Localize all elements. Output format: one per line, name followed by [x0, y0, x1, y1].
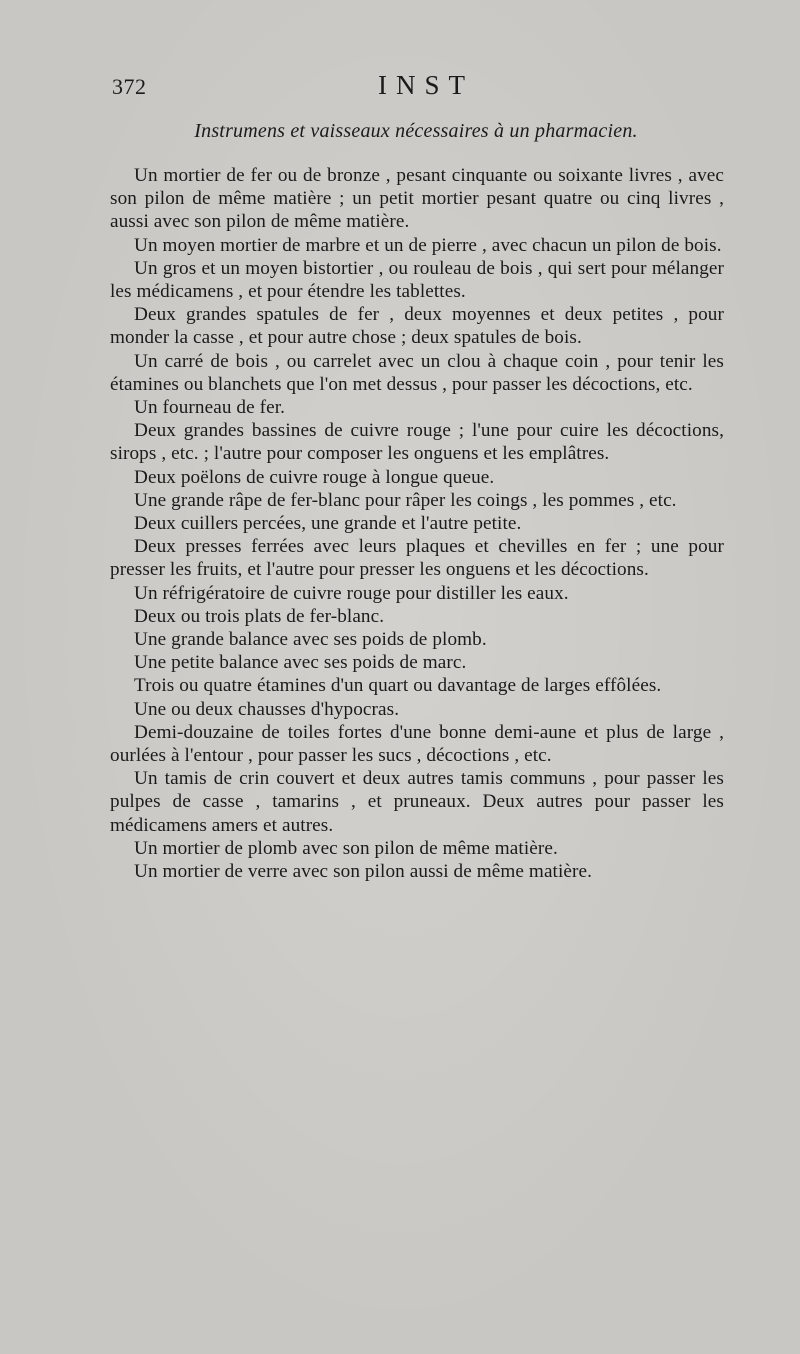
running-head: INST [378, 70, 474, 100]
list-item: Deux presses ferrées avec leurs plaques et chevilles en fer ; une pour presser les fruits, et l'autre pour presser les onguens et les décoctions. [110, 536, 724, 581]
list-item: Un fourneau de fer. [134, 397, 286, 419]
list-item: Un moyen mortier de marbre et un de pierre , avec chacun un pilon de bois. [134, 234, 722, 256]
page-number: 372 [112, 74, 147, 99]
list-item: Une grande râpe de fer-blanc pour râper les coings , les pommes , etc. [134, 489, 677, 511]
list-item: Deux cuillers percées, une grande et l'autre petite. [134, 513, 522, 535]
list-item: Une grande balance avec ses poids de plomb. [134, 629, 487, 651]
list-item: Deux poëlons de cuivre rouge à longue queue. [134, 466, 495, 488]
list-item: Demi-douzaine de toiles fortes d'une bonne demi-aune et plus de large , ourlées à l'entour , pour passer les sucs , décoctions , etc. [110, 721, 724, 767]
list-item: Un gros et un moyen bistortier , ou rouleau de bois , qui sert pour mélanger les médicamens , et pour étendre les tablettes. [110, 257, 724, 303]
list-item: Deux grandes spatules de fer , deux moyennes et deux petites , pour monder la casse , et pour autre chose ; deux spatules de bois. [110, 304, 724, 349]
list-item: Un réfrigératoire de cuivre rouge pour distiller les eaux. [134, 582, 569, 604]
list-item: Deux grandes bassines de cuivre rouge ; l'une pour cuire les décoctions, sirops , etc. ; l'autre pour composer les onguens et les emplâtres. [110, 420, 724, 465]
list-item: Un mortier de plomb avec son pilon de même matière. [134, 837, 558, 859]
list-item: Un mortier de fer ou de bronze , pesant cinquante ou soixante livres , avec son pilon de même matière ; un petit mortier pesant quatre ou cinq livres , aussi avec son pilon de même matière. [110, 165, 724, 233]
instrument-list [110, 164, 724, 883]
list-item: Un carré de bois , ou carrelet avec un clou à chaque coin , pour tenir les étamines ou blanchets que l'on met dessus , pour passer les décoctions, etc. [110, 350, 724, 395]
list-item: Un mortier de verre avec son pilon aussi de même matière. [134, 861, 593, 883]
list-item: Une ou deux chausses d'hypocras. [134, 698, 400, 720]
list-item: Deux ou trois plats de fer-blanc. [134, 605, 385, 627]
list-item: Une petite balance avec ses poids de marc. [134, 652, 467, 674]
page-header [108, 70, 724, 106]
section-title: Instrumens et vaisseaux nécessaires à un pharmacien. [194, 120, 638, 142]
list-item: Un tamis de crin couvert et deux autres tamis communs , pour passer les pulpes de casse , tamarins , et pruneaux. Deux autres pour passer les médicamens amers et autres. [110, 768, 724, 836]
list-item: Trois ou quatre étamines d'un quart ou davantage de larges effôlées. [134, 675, 662, 697]
